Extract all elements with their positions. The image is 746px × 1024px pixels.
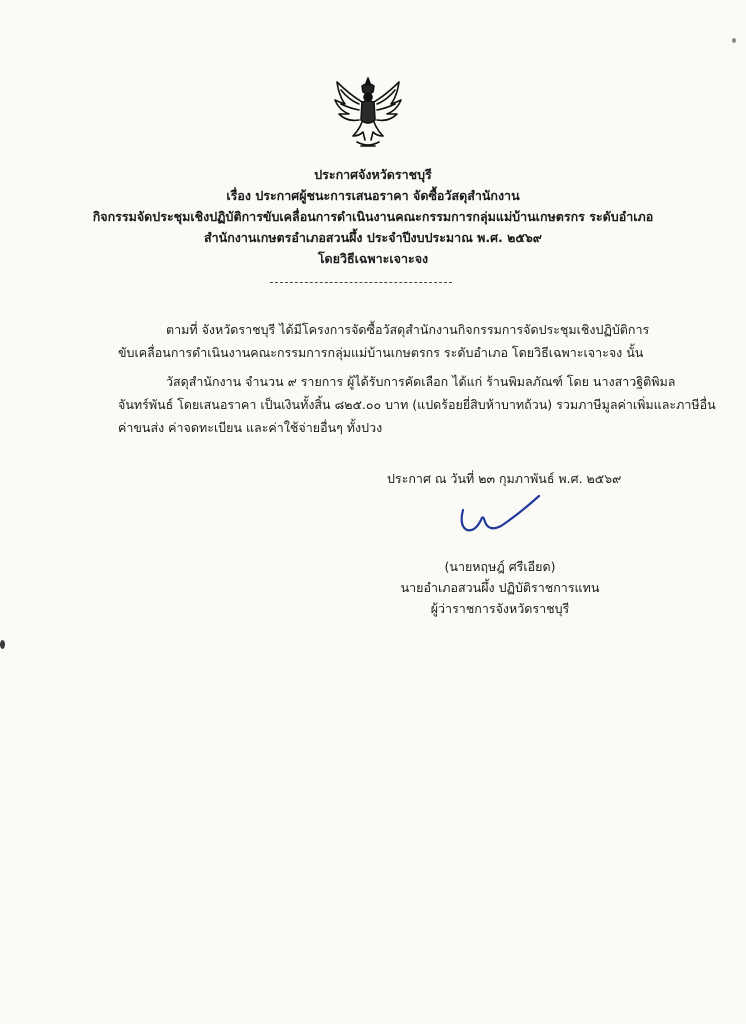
- paragraph-1: [118, 318, 650, 364]
- paragraph-1-line-1: ตามที่ จังหวัดราชบุรี ได้มีโครงการจัดซื้อวัสดุสำนักงานกิจกรรมการจัดประชุมเชิงปฏิบัติการ: [166, 322, 650, 337]
- announcement-heading: [0, 164, 746, 269]
- announcement-date: ประกาศ ณ วันที่ ๒๓ กุมภาพันธ์ พ.ศ. ๒๕๖๙: [387, 471, 622, 486]
- garuda-emblem-icon: [329, 74, 407, 152]
- announcement-subject-line3: สำนักงานเกษตรอำเภอสวนผึ้ง ประจำปีงบประมาณ พ.ศ. ๒๕๖๙: [204, 230, 542, 245]
- announcement-subject-line2: กิจกรรมจัดประชุมเชิงปฏิบัติการขับเคลื่อนการดำเนินงานคณะกรรมการกลุ่มแม่บ้านเกษตรกร ระดับอำเภอ: [92, 209, 654, 224]
- signatory-position: นายอำเภอสวนผึ้ง ปฏิบัติราชการแทน: [400, 580, 600, 595]
- paragraph-2-line-3: ค่าขนส่ง ค่าจดทะเบียน และค่าใช้จ่ายอื่นๆ ทั้งปวง: [118, 420, 383, 435]
- paragraph-2: [118, 370, 716, 439]
- heading-divider: [270, 282, 452, 283]
- handwritten-signature-icon: [455, 490, 545, 535]
- paragraph-1-line-2: ขับเคลื่อนการดำเนินงานคณะกรรมการกลุ่มแม่บ้านเกษตรกร ระดับอำเภอ โดยวิธีเฉพาะเจาะจง นั้น: [118, 345, 644, 360]
- scan-smudge: [0, 640, 5, 649]
- paragraph-2-line-1: วัสดุสำนักงาน จำนวน ๙ รายการ ผู้ได้รับการคัดเลือก ได้แก่ ร้านพิมลภัณฑ์ โดย นางสาวฐิติพิมล: [166, 374, 676, 389]
- signatory-block: [380, 556, 620, 619]
- announcement-subject: เรื่อง ประกาศผู้ชนะการเสนอราคา จัดซื้อวัสดุสำนักงาน: [226, 188, 520, 203]
- signatory-name: (นายหฤษฎ์ ศรีเอียด): [444, 559, 556, 574]
- procurement-method: โดยวิธีเฉพาะเจาะจง: [317, 251, 429, 266]
- signatory-organization: ผู้ว่าราชการจังหวัดราชบุรี: [430, 601, 570, 616]
- scan-smudge: [732, 38, 736, 43]
- announcement-title: ประกาศจังหวัดราชบุรี: [314, 167, 432, 182]
- paragraph-2-line-2: จันทร์พันธ์ โดยเสนอราคา เป็นเงินทั้งสิ้น ๘๒๕.๐๐ บาท (แปดร้อยยี่สิบห้าบาทถ้วน) รวมภาษีมูลค่าเพิ่มและภาษีอื่น: [118, 397, 716, 412]
